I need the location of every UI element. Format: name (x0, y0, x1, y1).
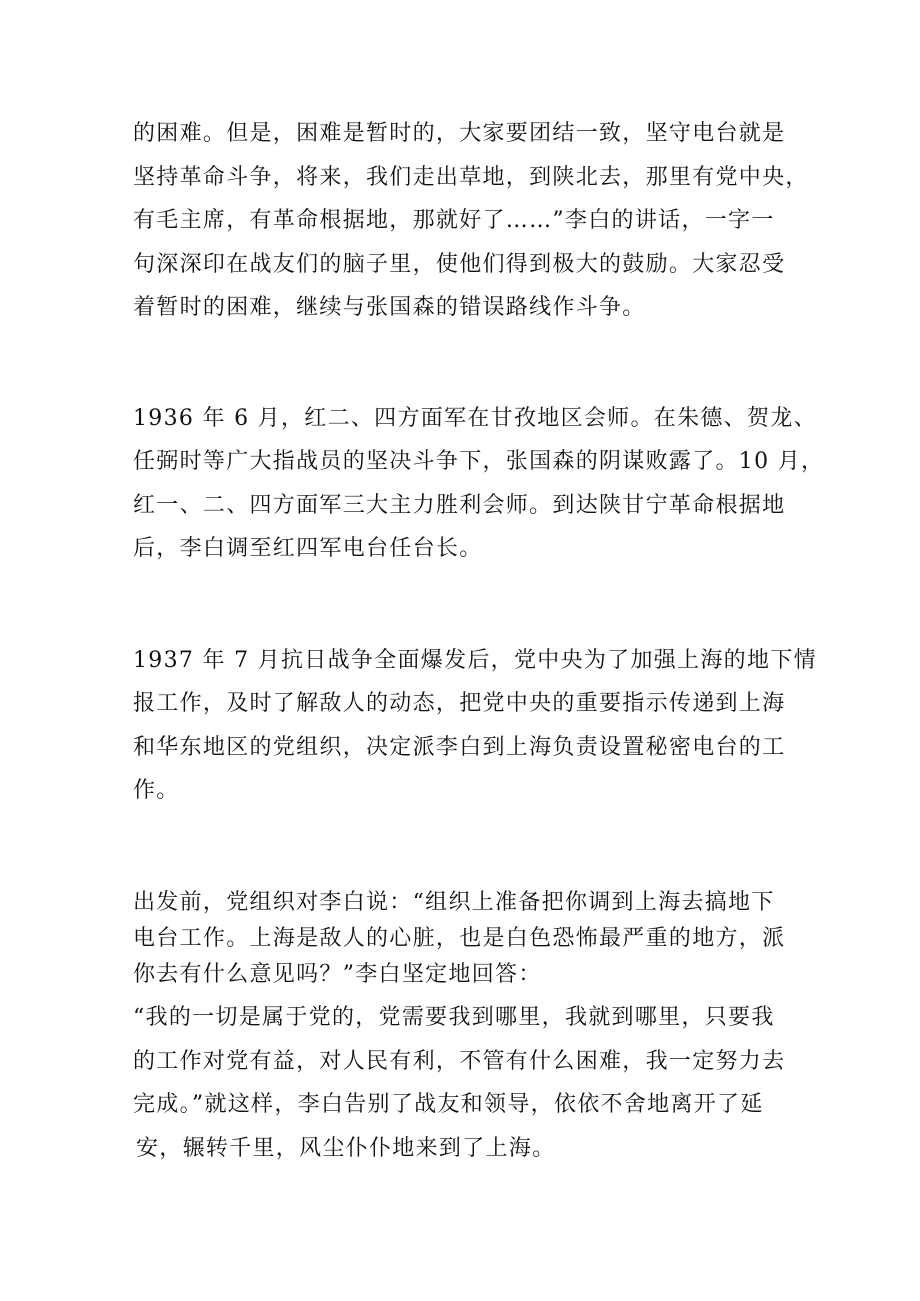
text-line: 后，李白调至红四军电台任台长。 (133, 536, 483, 561)
text-line: 句深深印在战友们的脑子里，使他们得到极大的鼓励。大家忍受 (133, 252, 786, 277)
text-line: 的困难。但是，困难是暂时的，大家要团结一致，坚守电台就是 (133, 121, 786, 146)
text-line: 任弼时等广大指战员的坚决斗争下，张国森的阴谋败露了。10 月， (133, 449, 825, 474)
text-line: 电台工作。上海是敌人的心脏，也是白色恐怖最严重的地方，派 (133, 926, 786, 951)
text-line: 坚持革命斗争，将来，我们走出草地，到陕北去，那里有党中央， (133, 165, 809, 190)
text-line: 1936 年 6 月，红二、四方面军在甘孜地区会师。在朱德、贺龙、 (133, 406, 817, 431)
text-line: 完成。”就这样，李白告别了战友和领导，依依不舍地离开了延 (133, 1092, 764, 1117)
text-line: 1937 年 7 月抗日战争全面爆发后，党中央为了加强上海的地下情 (133, 648, 817, 673)
text-line: 作。 (133, 778, 180, 803)
text-line: 红一、二、四方面军三大主力胜利会师。到达陕甘宁革命根据地 (133, 493, 786, 518)
text-line: “我的一切是属于党的，党需要我到哪里，我就到哪里，只要我 (133, 1005, 775, 1030)
text-line: 安，辗转千里，风尘仆仆地来到了上海。 (136, 1136, 556, 1161)
text-line: 的工作对党有益，对人民有利，不管有什么困难，我一定努力去 (133, 1049, 786, 1074)
text-line: 着暂时的困难，继续与张国森的错误路线作斗争。 (133, 295, 646, 320)
text-line: 你去有什么意见吗？”李白坚定地回答： (133, 962, 542, 987)
text-line: 有毛主席，有革命根据地，那就好了……”李白的讲话，一字一 (133, 208, 775, 233)
text-line: 出发前，党组织对李白说：“组织上准备把你调到上海去搞地下 (133, 890, 775, 915)
text-line: 和华东地区的党组织，决定派李白到上海负责设置秘密电台的工 (133, 735, 786, 760)
text-line: 报工作，及时了解敌人的动态，把党中央的重要指示传递到上海 (133, 691, 786, 716)
